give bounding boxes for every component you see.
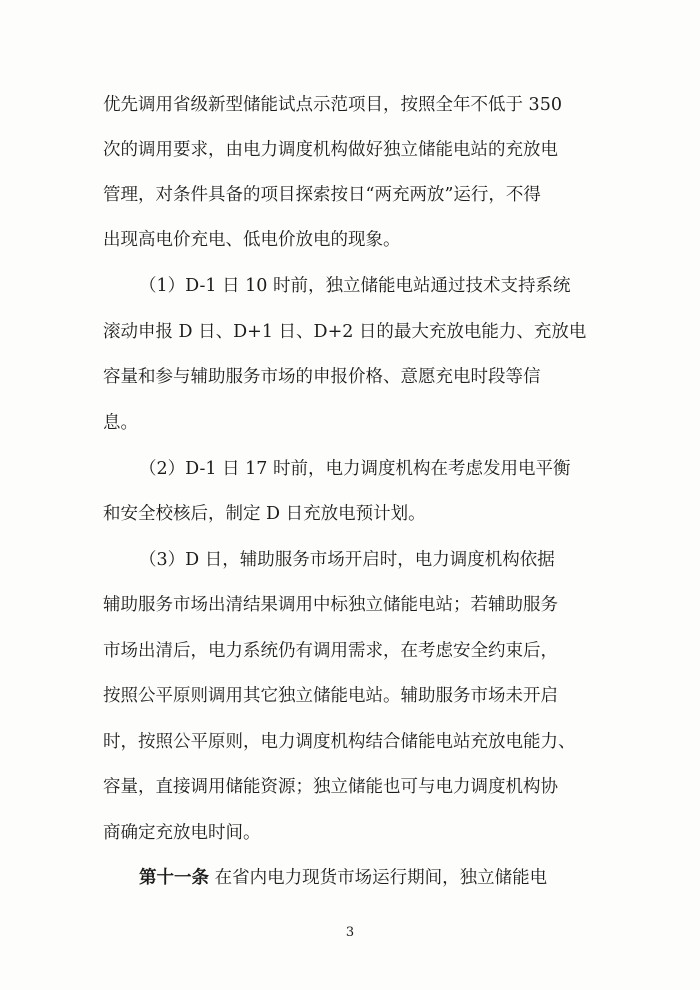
text-line: 息。 <box>103 413 138 433</box>
text-line: 容量和参与辅助服务市场的申报价格、意愿充电时段等信 <box>103 367 541 387</box>
text-line: 按照公平原则调用其它独立储能电站。辅助服务市场未开启 <box>103 686 558 706</box>
page-number: 3 <box>345 925 355 940</box>
text-line: 优先调用省级新型储能试点示范项目，按照全年不低于 350 <box>103 95 562 115</box>
text-line: 和安全校核后，制定 D 日充放电预计划。 <box>103 504 426 524</box>
text-span: 在省内电力现货市场运行期间，独立储能电 <box>214 868 548 888</box>
text-line: 管理，对条件具备的项目探索按日“两充两放”运行，不得 <box>103 185 541 205</box>
text-line: （2）D-1 日 17 时前，电力调度机构在考虑发用电平衡 <box>139 459 571 479</box>
text-line: 时，按照公平原则，电力调度机构结合储能电站充放电能力、 <box>103 732 576 752</box>
text-line: 出现高电价充电、低电价放电的现象。 <box>103 230 401 250</box>
article-heading: 第十一条 <box>139 868 209 888</box>
text-line: 辅助服务市场出清结果调用中标独立储能电站；若辅助服务 <box>103 595 558 615</box>
text-line: 滚动申报 D 日、D+1 日、D+2 日的最大充放电能力、充放电 <box>103 322 587 342</box>
article-11-first-line <box>139 866 547 890</box>
text-line: 商确定充放电时间。 <box>103 823 261 843</box>
text-line: 容量，直接调用储能资源；独立储能也可与电力调度机构协 <box>103 777 558 797</box>
text-line: （1）D-1 日 10 时前，独立储能电站通过技术支持系统 <box>139 276 571 296</box>
text-line: 市场出清后，电力系统仍有调用需求，在考虑安全约束后， <box>103 641 558 661</box>
text-line: 次的调用要求，由电力调度机构做好独立储能电站的充放电 <box>103 140 558 160</box>
text-line: （3）D 日，辅助服务市场开启时，电力调度机构依据 <box>139 550 555 570</box>
